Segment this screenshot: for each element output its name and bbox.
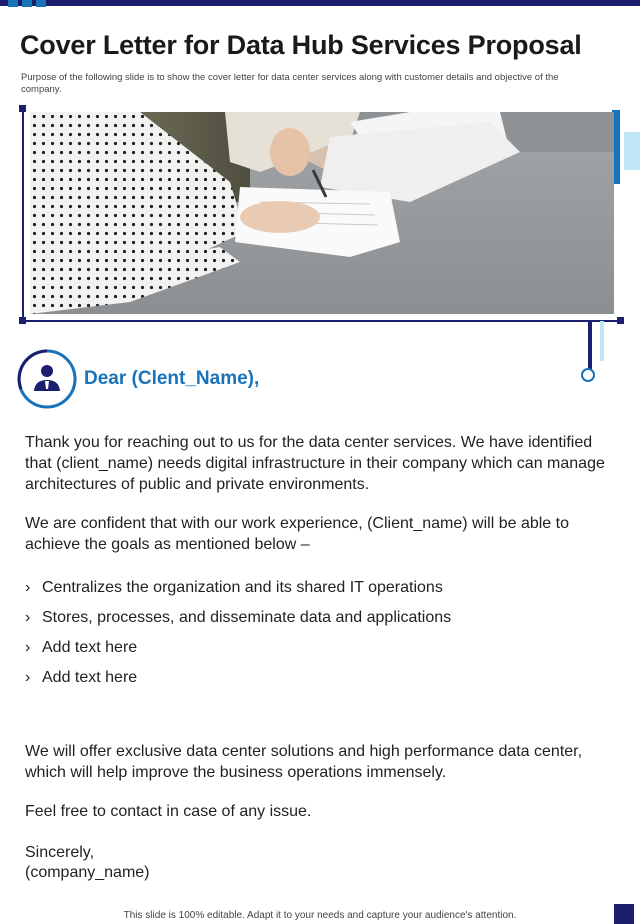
chevron-right-icon: › xyxy=(25,669,31,686)
connector-circle xyxy=(581,368,595,382)
greeting: Dear (Clent_Name), xyxy=(84,368,260,389)
page-title: Cover Letter for Data Hub Services Proposal xyxy=(20,30,582,60)
list-item: › Add text here xyxy=(25,669,138,686)
chevron-right-icon: › xyxy=(25,579,31,596)
accent-light-block xyxy=(624,132,640,170)
list-item: › Centralizes the organization and its shared IT operations xyxy=(25,579,443,596)
footer-square xyxy=(614,904,634,924)
letter-paragraph-4: Feel free to contact in case of any issue. xyxy=(25,803,312,820)
connector-line xyxy=(588,321,592,371)
chevron-right-icon: › xyxy=(25,609,31,626)
letter-closing: Sincerely, xyxy=(25,844,95,861)
frame-corner-bottom-right xyxy=(617,317,624,324)
letter-paragraph-2: We are confident that with our work experience, (Client_name) will be able to achieve the goals as mentioned below – xyxy=(25,515,569,553)
chevron-right-icon: › xyxy=(25,639,31,656)
top-square-1 xyxy=(8,0,18,7)
top-border-bar xyxy=(0,0,640,6)
photo-signing-document xyxy=(30,112,614,314)
top-square-2 xyxy=(22,0,32,7)
top-square-3 xyxy=(36,0,46,7)
page-subtitle: Purpose of the following slide is to show the cover letter for data center services along with customer details and objective of the company. xyxy=(21,72,559,95)
avatar xyxy=(17,349,77,409)
footer-note: This slide is 100% editable. Adapt it to your needs and capture your audience's attention. xyxy=(123,910,517,921)
list-item: › Stores, processes, and disseminate data and applications xyxy=(25,609,452,626)
frame-corner-top-left xyxy=(19,105,26,112)
letter-paragraph-3: We will offer exclusive data center solutions and high performance data center, which will help improve the business operations immensely. xyxy=(25,743,583,781)
photo-frame-vertical xyxy=(22,108,24,322)
goals-list xyxy=(25,577,451,697)
connector-line-light xyxy=(600,321,604,361)
list-item: › Add text here xyxy=(25,639,138,656)
photo-frame-horizontal xyxy=(22,320,622,322)
letter-paragraph-1: Thank you for reaching out to us for the data center services. We have identified that (client_name) needs digital infrastructure in their company which can manage architectures of public and private environments. xyxy=(25,434,605,493)
letter-signature: (company_name) xyxy=(25,864,150,881)
frame-corner-bottom-left xyxy=(19,317,26,324)
